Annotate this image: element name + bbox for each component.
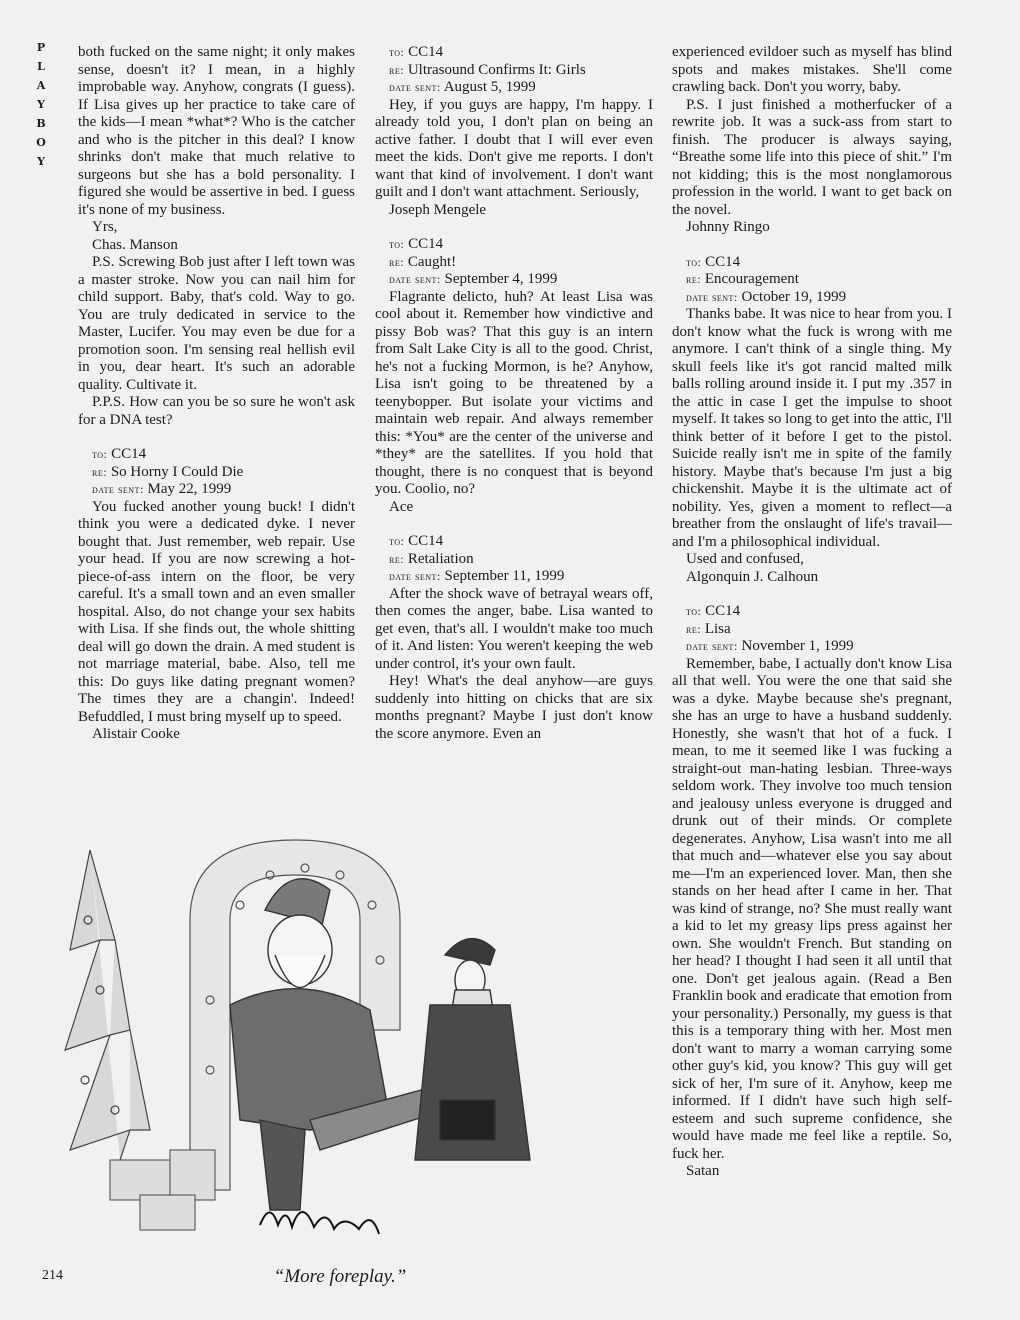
- re-label: re:: [389, 62, 405, 77]
- date-label: date sent:: [686, 289, 738, 304]
- email-header: [78, 446, 355, 499]
- signature: Alistair Cooke: [92, 726, 180, 742]
- closing: Yrs,: [92, 219, 118, 235]
- christmas-tree-drawing: [65, 850, 150, 1160]
- to-label: to:: [389, 237, 405, 251]
- cartoon-caption: “More foreplay.”: [273, 1266, 407, 1287]
- artist-signature: [260, 1212, 379, 1234]
- email-header: [672, 254, 952, 307]
- email-body: Remember, babe, I actually don't know Lisa all that well. You were the one that said she was a dyke. Maybe because she's pregnant, she has an urge to have a husband suddenly. Honestly, she wasn't that hot of a fuck. I mean, to me it seemed like I was fucking a straight-out man-hating lesbian. Three-ways seldom work. They involve too much tension and jealousy unless everyone is drugged and drunk out of their minds. Or complete degenerates. Anyhow, Lisa wasn't into me all that much and—whatever else you say about me—I'm an experienced lover. Man, then she stands on her head after I came in her. That was kind of strange, no? She must really want a kid to let my greasy lips press against her own. She wouldn't French. But standing on her head? I thought I had seen it all until that one. Don't get jealous again. (Read a Ben Franklin book and eradicate that emotion from your personality.) Personally, my guess is that this is a temporary thing with her. Most men don't want to marry a woman carrying some other guy's kid, you know? This guy will get sick of her, I'm sure of it. Anyhow, keep me informed. If I didn't have such high self-esteem and such supreme confidence, she would have made me feel like a reptile. So, fuck her.: [672, 655, 952, 1162]
- to-label: to:: [92, 447, 108, 461]
- re-value: Lisa: [704, 620, 731, 637]
- date-value: September 11, 1999: [444, 568, 565, 584]
- cartoon-illustration: [60, 830, 585, 1260]
- re-value: Caught!: [407, 253, 457, 270]
- signature: Used and confused,: [686, 551, 804, 567]
- re-label: re:: [389, 551, 405, 566]
- paragraph: both fucked on the same night; it only makes sense, doesn't it? I mean, in a highly improbable way. Anyhow, congrats (I guess). If Lisa gives up her practice to take care of the kids—I mean *what*? Who is the catcher and who is the pitcher in this deal? I know shrinks don't make that much relative to surgeons but she has a bold personality. I figured she would be assertive in bed. I guess it's none of my business.: [78, 44, 355, 218]
- running-head-letter: O: [36, 136, 46, 149]
- postscript: P.S. I just finished a motherfucker of a rewrite job. It was a suck-ass from start to finish. The producer is always saying, “Breathe some life into this piece of shit.” I'm not kidding; this is the most nonglamorous profession in the world. I want to get back on the novel.: [672, 96, 952, 218]
- date-label: date sent:: [92, 482, 144, 496]
- email-body: Hey, if you guys are happy, I'm happy. I already told you, I don't plan on being an active father. I doubt that I will ever even meet the kids. Don't give me reports. I don't want that kind of involvement. I don't want guilt and I don't want attachment. Seriously,: [375, 96, 653, 200]
- re-value: Encouragement: [704, 271, 799, 287]
- column-2: [375, 44, 653, 743]
- running-head: [30, 42, 52, 175]
- running-head-letter: Y: [37, 98, 45, 111]
- to-value: CC14: [408, 533, 444, 549]
- to-label: to:: [686, 254, 702, 269]
- date-label: date sent:: [389, 569, 441, 583]
- email-header: [375, 236, 653, 289]
- to-label: to:: [389, 45, 405, 59]
- date-value: September 4, 1999: [444, 271, 558, 287]
- running-head-letter: Y: [37, 155, 45, 168]
- re-label: re:: [92, 464, 108, 479]
- running-head-letter: A: [36, 79, 46, 92]
- woman-figure: [415, 939, 530, 1160]
- running-head-letter: L: [37, 60, 45, 73]
- column-1: [78, 44, 355, 744]
- to-value: CC14: [408, 44, 444, 60]
- re-value: Retaliation: [407, 550, 474, 567]
- date-label: date sent:: [389, 272, 441, 286]
- signature: Johnny Ringo: [686, 219, 770, 235]
- to-value: CC14: [705, 253, 741, 270]
- email-body: Flagrante delicto, huh? At least Lisa was cool about it. Remember how vindictive and pissy Bob was? That this guy is an intern from Salt Lake City is all to the good. Christ, he's not a fucking Mormon, is he? Anyhow, Lisa isn't going to be threatened by a teenybopper. But isolate your victims and maintain web repair. And always remember this: *You* are the center of the universe and *they* are the satellites. If you hold that thought, there is no conquest that is beyond you. Coolio, no?: [375, 288, 653, 497]
- date-value: May 22, 1999: [147, 481, 232, 497]
- email-body: You fucked another young buck! I didn't think you were a dedicated dyke. I never bought that. Just remember, web repair. Use your head. If you are now screwing a hot-piece-of-ass intern on the floor, be very careful. It's a small town and an even smaller hospital. Also, do not change your sex habits with Lisa. If she finds out, the whole shitting deal will go down the drain. A med student is not marriage material, babe. Also, tell me this: Do guys like dating pregnant women? The times they are a changin'. Indeed! Befuddled, I must bring myself up to speed.: [78, 498, 355, 725]
- to-value: CC14: [705, 603, 741, 619]
- page-number: 214: [42, 1268, 63, 1283]
- re-value: Ultrasound Confirms It: Girls: [407, 61, 586, 78]
- date-value: November 1, 1999: [741, 638, 854, 654]
- date-value: October 19, 1999: [741, 288, 847, 305]
- gift-boxes: [110, 1150, 215, 1230]
- postscript: P.P.S. How can you be so sure he won't ask for a DNA test?: [78, 394, 355, 428]
- re-label: re:: [389, 254, 405, 269]
- date-label: date sent:: [389, 80, 441, 94]
- signature: Algonquin J. Calhoun: [686, 568, 819, 585]
- signature: Chas. Manson: [92, 236, 178, 253]
- date-value: August 5, 1999: [443, 79, 536, 95]
- postscript: P.S. Screwing Bob just after I left town was a master stroke. Now you can nail him for child support. Baby, that's cold. Way to go. You are truly dedicated in service to the Master, Lucifer. You may even be due for a promotion soon. I'm sensing real hellish evil in you, dear heart. It's such an adorable quality. Cultivate it.: [78, 254, 355, 393]
- signature: Joseph Mengele: [389, 201, 487, 218]
- to-value: CC14: [111, 446, 147, 462]
- re-label: re:: [686, 621, 702, 636]
- signature: Satan: [686, 1163, 720, 1179]
- email-header: [672, 603, 952, 656]
- column-3: [672, 44, 952, 1181]
- email-body: After the shock wave of betrayal wears off, then comes the anger, babe. Lisa wanted to get even, that's all. I wouldn't make too much of it. And listen: You weren't keeping the web under control, it's your own fault.: [375, 585, 653, 672]
- to-label: to:: [686, 604, 702, 618]
- email-body: Hey! What's the deal anyhow—are guys suddenly into hitting on chicks that are six months pregnant? Maybe I just don't know the score anymore. Even an: [375, 673, 653, 742]
- email-body: Thanks babe. It was nice to hear from you. I don't know what the fuck is wrong with me anymore. I can't think of a single thing. My skull feels like it's got rancid malted milk balls rolling around inside it. I put my .357 in the attic in case I get the impulse to shoot myself. It takes so long to get into the attic, I'll think better of it before I get to the pistol. Suicide really isn't me in spite of the family history. Maybe that's because I'm just a big chickenshit. Maybe it is the ultimate act of nobility. Yes, given a moment to reflect—a breather from the onslaught of life's travail—and I'm a philosophical individual.: [672, 306, 952, 550]
- to-value: CC14: [408, 236, 444, 252]
- to-label: to:: [389, 534, 405, 548]
- running-head-letter: B: [36, 117, 46, 130]
- paragraph: experienced evildoer such as myself has blind spots and makes mistakes. She'll come crawling back. Don't you worry, baby.: [672, 44, 952, 95]
- re-value: So Horny I Could Die: [110, 463, 244, 480]
- email-header: [375, 533, 653, 586]
- re-label: re:: [686, 272, 702, 286]
- email-header: [375, 44, 653, 97]
- date-label: date sent:: [686, 639, 738, 653]
- running-head-letter: P: [36, 41, 46, 54]
- signature: Ace: [389, 498, 414, 515]
